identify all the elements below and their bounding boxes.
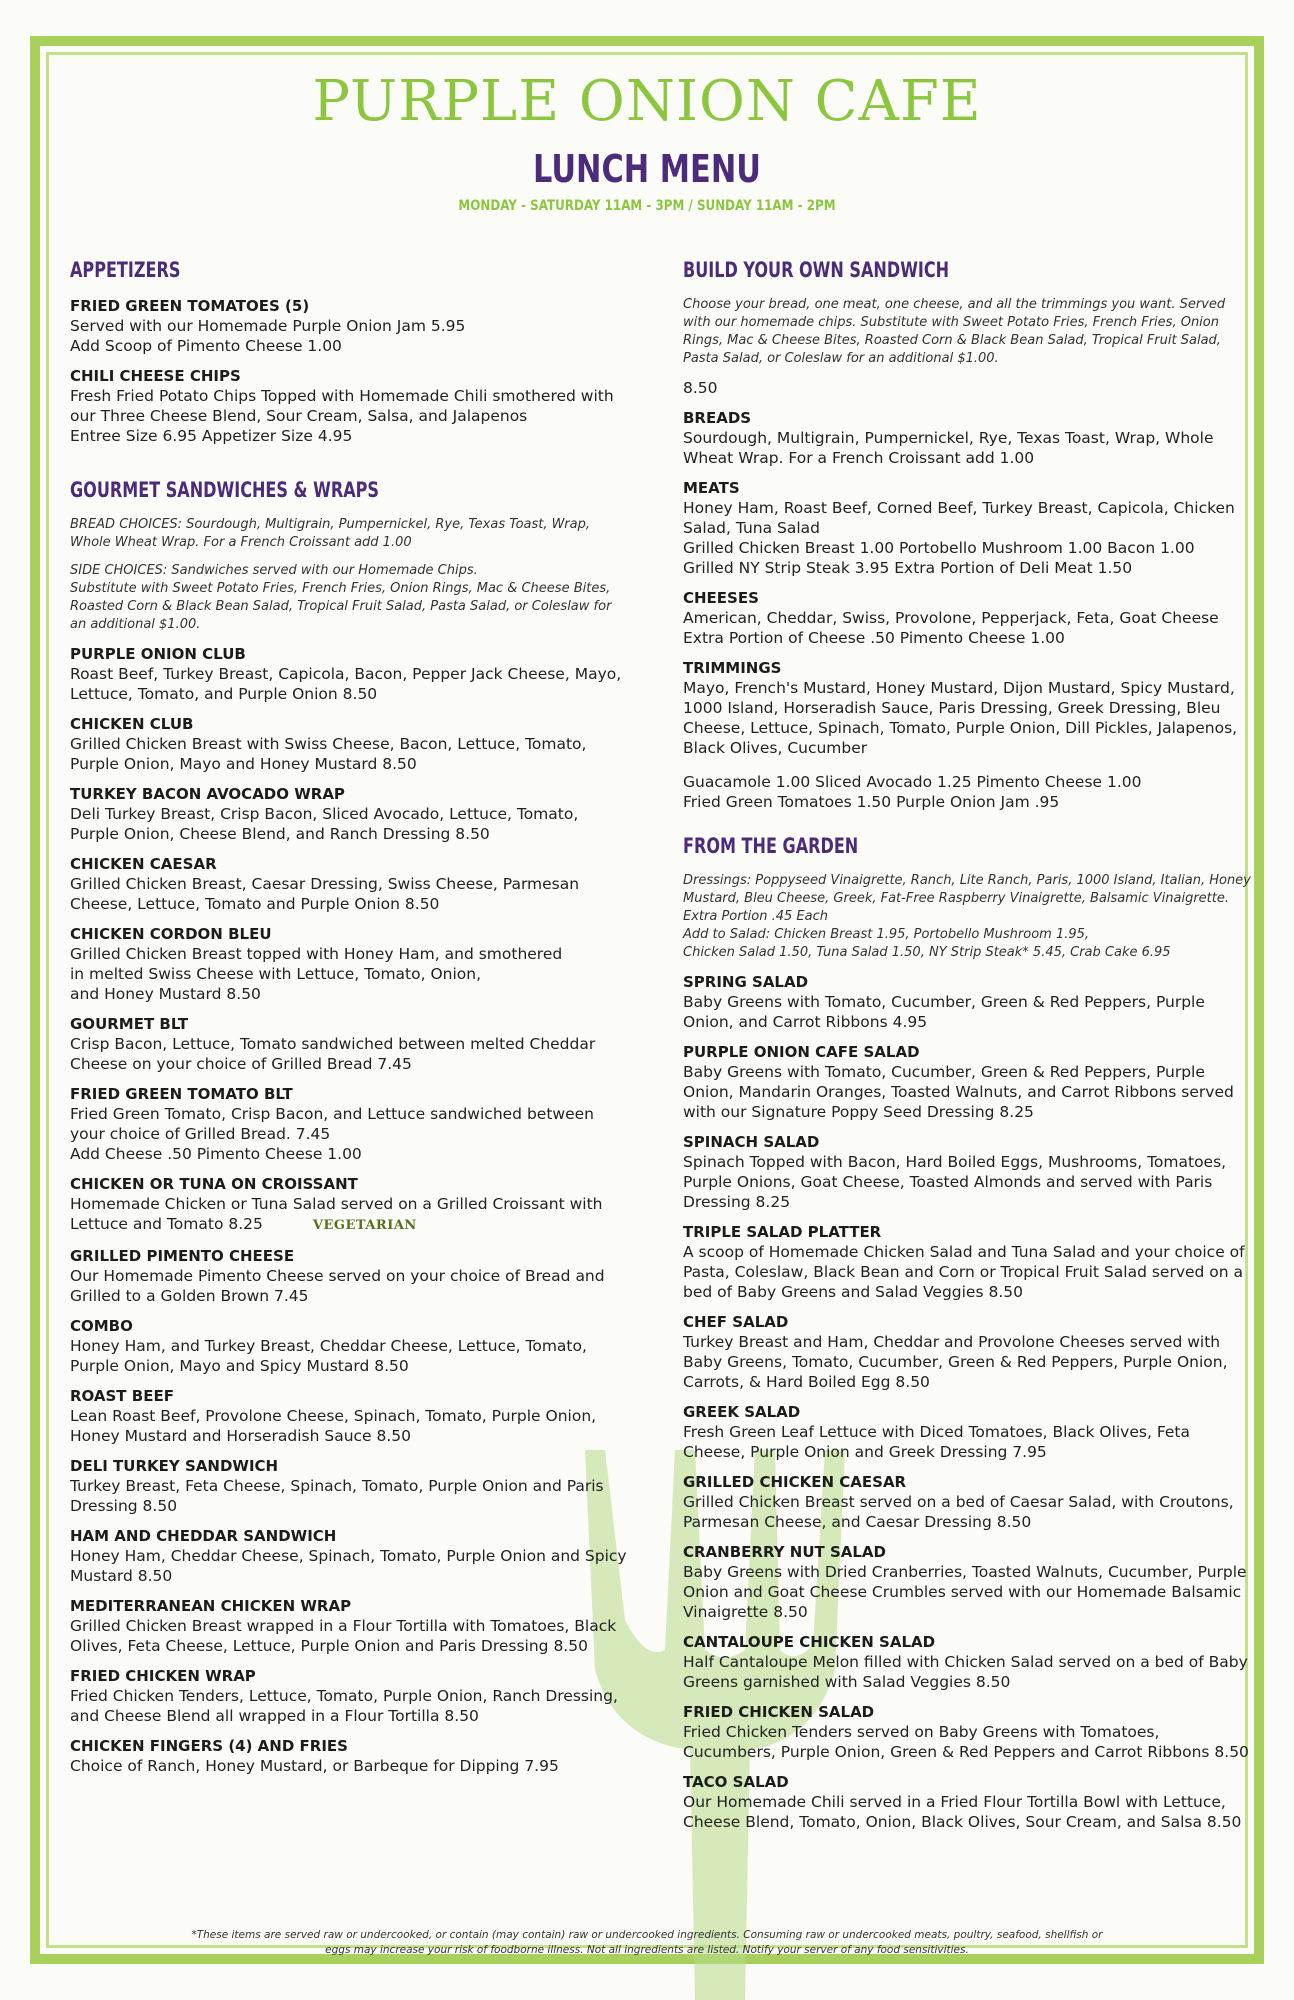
menu-item	[70, 366, 630, 446]
menu-item	[70, 1386, 630, 1446]
menu-item-description: American, Cheddar, Swiss, Provolone, Pepperjack, Feta, Goat Cheese Extra Portion of Cheese .50 Pimento Cheese 1.00	[683, 609, 1219, 647]
menu-item-name: CHICKEN CAESAR	[70, 855, 217, 873]
menu-item-name: CHICKEN CORDON BLEU	[70, 925, 272, 943]
menu-item-name: TRIPLE SALAD PLATTER	[683, 1223, 882, 1241]
garden-list	[683, 972, 1253, 1832]
menu-item-name: GRILLED CHICKEN CAESAR	[683, 1473, 907, 1491]
menu-item	[70, 1456, 630, 1516]
menu-item	[683, 1312, 1253, 1392]
menu-item	[70, 784, 630, 844]
menu-item	[70, 1174, 630, 1236]
right-column	[683, 258, 1253, 1842]
menu-item-description: Fresh Green Leaf Lettuce with Diced Tomatoes, Black Olives, Feta Cheese, Purple Onion and Greek Dressing 7.95	[683, 1423, 1191, 1461]
menu-item	[683, 408, 1253, 468]
menu-item	[70, 1084, 630, 1164]
menu-item-description: A scoop of Homemade Chicken Salad and Tuna Salad and your choice of Pasta, Coleslaw, Black Bean and Corn or Tropical Fruit Salad served on a bed of Baby Greens and Salad Veggies 8.50	[683, 1243, 1245, 1301]
menu-item-name: SPINACH SALAD	[683, 1133, 820, 1151]
menu-item-name: MEATS	[683, 479, 740, 497]
menu-item	[683, 1042, 1253, 1122]
menu-item	[70, 644, 630, 704]
menu-item-description: Honey Ham, and Turkey Breast, Cheddar Cheese, Lettuce, Tomato, Purple Onion, Mayo and Spicy Mustard 8.50	[70, 1337, 587, 1375]
menu-item-name: CHICKEN CLUB	[70, 715, 194, 733]
side-choices-note: SIDE CHOICES: Sandwiches served with our Homemade Chips. Substitute with Sweet Potato Fries, French Fries, Onion Rings, Mac & Cheese Bites, Roasted Corn & Black Bean Salad, Tropical Fruit Salad, Pasta Salad, or Coleslaw for an additional $1.00.	[70, 563, 612, 632]
byo-extras: Guacamole 1.00 Sliced Avocado 1.25 Pimento Cheese 1.00 Fried Green Tomatoes 1.50 Purple Onion Jam .95	[683, 773, 1142, 811]
menu-item	[683, 1472, 1253, 1532]
vegetarian-label: VEGETARIAN	[312, 1218, 417, 1233]
section-title-gourmet: GOURMET SANDWICHES & WRAPS	[70, 478, 379, 502]
menu-item	[70, 1596, 630, 1656]
menu-item	[70, 924, 630, 1004]
menu-item-name: FRIED GREEN TOMATO BLT	[70, 1085, 293, 1103]
menu-item	[70, 1666, 630, 1726]
bread-choices-note: BREAD CHOICES: Sourdough, Multigrain, Pumpernickel, Rye, Texas Toast, Wrap, Whole Wheat Wrap. For a French Croissant add 1.00	[70, 517, 590, 550]
food-safety-disclaimer: *These items are served raw or undercooked, or contain (may contain) raw or undercooked ingredients. Consuming raw or undercooked meats, poultry, seafood, shellfish or eggs may increase your risk of foodborne illness. Not all ingredients are listed. Notify your server of any food sensitivities.	[191, 1929, 1103, 1956]
menu-item-name: CHICKEN OR TUNA ON CROISSANT	[70, 1175, 358, 1193]
menu-item	[683, 658, 1253, 758]
menu-item-name: TRIMMINGS	[683, 659, 782, 677]
menu-item	[70, 1246, 630, 1306]
menu-item-name: PURPLE ONION CLUB	[70, 645, 246, 663]
menu-item-name: FRIED CHICKEN SALAD	[683, 1703, 875, 1721]
menu-item-name: ROAST BEEF	[70, 1387, 174, 1405]
menu-item-description: Grilled Chicken Breast wrapped in a Flour Tortilla with Tomatoes, Black Olives, Feta Cheese, Lettuce, Purple Onion and Paris Dressing 8.50	[70, 1617, 617, 1655]
menu-item	[683, 1542, 1253, 1622]
menu-item-description: Roast Beef, Turkey Breast, Capicola, Bacon, Pepper Jack Cheese, Mayo, Lettuce, Tomato, and Purple Onion 8.50	[70, 665, 622, 703]
menu-item-description: Homemade Chicken or Tuna Salad served on a Grilled Croissant with Lettuce and Tomato 8.25 VEGETARIAN	[70, 1195, 603, 1233]
menu-item	[683, 1632, 1253, 1692]
menu-item-description: Honey Ham, Roast Beef, Corned Beef, Turkey Breast, Capicola, Chicken Salad, Tuna Salad Grilled Chicken Breast 1.00 Portobello Mushroom 1.00 Bacon 1.00 Grilled NY Strip Steak 3.95 Extra Portion of Deli Meat 1.50	[683, 499, 1235, 577]
menu-item	[70, 1526, 630, 1586]
menu-item-name: BREADS	[683, 409, 752, 427]
menu-item-name: FRIED GREEN TOMATOES (5)	[70, 297, 310, 315]
menu-item-description: Fried Chicken Tenders served on Baby Greens with Tomatoes, Cucumbers, Purple Onion, Green & Red Peppers and Carrot Ribbons 8.50	[683, 1723, 1249, 1761]
menu-item-name: GREEK SALAD	[683, 1403, 801, 1421]
menu-item-description: Honey Ham, Cheddar Cheese, Spinach, Tomato, Purple Onion and Spicy Mustard 8.50	[70, 1547, 627, 1585]
cafe-name: PURPLE ONION CAFE	[312, 69, 982, 134]
byo-price: 8.50	[683, 379, 718, 397]
menu-item	[70, 296, 630, 356]
menu-item-name: CRANBERRY NUT SALAD	[683, 1543, 886, 1561]
menu-item-name: CHEF SALAD	[683, 1313, 789, 1331]
menu-item-name: TURKEY BACON AVOCADO WRAP	[70, 785, 345, 803]
menu-item	[683, 972, 1253, 1032]
menu-item-name: MEDITERRANEAN CHICKEN WRAP	[70, 1597, 352, 1615]
menu-item-name: CHEESES	[683, 589, 759, 607]
appetizers-list	[70, 296, 630, 446]
menu-item-description: Mayo, French's Mustard, Honey Mustard, Dijon Mustard, Spicy Mustard, 1000 Island, Horseradish Sauce, Paris Dressing, Greek Dressing, Bleu Cheese, Lettuce, Spinach, Tomato, Purple Onion, Dill Pickles, Jalapenos, Black Olives, Cucumber	[683, 679, 1238, 757]
menu-item-description: Sourdough, Multigrain, Pumpernickel, Rye, Texas Toast, Wrap, Whole Wheat Wrap. For a French Croissant add 1.00	[683, 429, 1214, 467]
menu-item-description: Deli Turkey Breast, Crisp Bacon, Sliced Avocado, Lettuce, Tomato, Purple Onion, Cheese Blend, and Ranch Dressing 8.50	[70, 805, 579, 843]
byo-intro: Choose your bread, one meat, one cheese, and all the trimmings you want. Served with our homemade chips. Substitute with Sweet Potato Fries, French Fries, Onion Rings, Mac & Cheese Bites, Roasted Corn & Black Bean Salad, Tropical Fruit Salad, Pasta Salad, or Coleslaw for an additional $1.00.	[683, 297, 1226, 366]
menu-item-description: Choice of Ranch, Honey Mustard, or Barbeque for Dipping 7.95	[70, 1757, 559, 1775]
menu-item	[683, 588, 1253, 648]
menu-item-description: Our Homemade Pimento Cheese served on your choice of Bread and Grilled to a Golden Brown 7.45	[70, 1267, 605, 1305]
menu-item	[683, 478, 1253, 578]
menu-item-description: Spinach Topped with Bacon, Hard Boiled Eggs, Mushrooms, Tomatoes, Purple Onions, Goat Cheese, Toasted Almonds and served with Paris Dressing 8.25	[683, 1153, 1227, 1211]
left-column	[70, 258, 630, 1786]
menu-item-description: Grilled Chicken Breast topped with Honey Ham, and smothered in melted Swiss Cheese with Lettuce, Tomato, Onion, and Honey Mustard 8.50	[70, 945, 563, 1003]
menu-item-name: CHICKEN FINGERS (4) AND FRIES	[70, 1737, 348, 1755]
menu-item	[70, 1736, 630, 1776]
menu-item-name: GOURMET BLT	[70, 1015, 189, 1033]
menu-item-name: CHILI CHEESE CHIPS	[70, 367, 241, 385]
menu-item-description: Fried Chicken Tenders, Lettuce, Tomato, Purple Onion, Ranch Dressing, and Cheese Blend all wrapped in a Flour Tortilla 8.50	[70, 1687, 618, 1725]
section-title-appetizers: APPETIZERS	[70, 258, 181, 282]
menu-item-description: Served with our Homemade Purple Onion Jam 5.95 Add Scoop of Pimento Cheese 1.00	[70, 317, 466, 355]
menu-item-description: Fried Green Tomato, Crisp Bacon, and Lettuce sandwiched between your choice of Grilled Bread. 7.45 Add Cheese .50 Pimento Cheese 1.00	[70, 1105, 594, 1163]
menu-item-description: Turkey Breast and Ham, Cheddar and Provolone Cheeses served with Baby Greens, Tomato, Cucumber, Green & Red Peppers, Purple Onion, Carrots, & Hard Boiled Egg 8.50	[683, 1333, 1228, 1391]
menu-item-name: FRIED CHICKEN WRAP	[70, 1667, 256, 1685]
menu-item-description: Grilled Chicken Breast with Swiss Cheese, Bacon, Lettuce, Tomato, Purple Onion, Mayo and Honey Mustard 8.50	[70, 735, 587, 773]
hours: MONDAY - SATURDAY 11AM - 3PM / SUNDAY 11AM - 2PM	[458, 198, 836, 214]
menu-item-name: DELI TURKEY SANDWICH	[70, 1457, 279, 1475]
menu-item-name: COMBO	[70, 1317, 133, 1335]
menu-item-name: PURPLE ONION CAFE SALAD	[683, 1043, 920, 1061]
menu-title: LUNCH MENU	[533, 147, 761, 191]
menu-item	[70, 1316, 630, 1376]
menu-item	[70, 714, 630, 774]
menu-item-description: Crisp Bacon, Lettuce, Tomato sandwiched between melted Cheddar Cheese on your choice of Grilled Bread 7.45	[70, 1035, 596, 1073]
gourmet-list	[70, 644, 630, 1776]
menu-item-description: Lean Roast Beef, Provolone Cheese, Spinach, Tomato, Purple Onion, Honey Mustard and Horseradish Sauce 8.50	[70, 1407, 597, 1445]
byo-groups	[683, 408, 1253, 758]
menu-item-name: TACO SALAD	[683, 1773, 789, 1791]
section-title-garden: FROM THE GARDEN	[683, 834, 859, 858]
menu-item-description: Fresh Fried Potato Chips Topped with Homemade Chili smothered with our Three Cheese Blend, Sour Cream, Salsa, and Jalapenos Entree Size 6.95 Appetizer Size 4.95	[70, 387, 614, 445]
menu-item	[683, 1702, 1253, 1762]
menu-item-name: HAM AND CHEDDAR SANDWICH	[70, 1527, 337, 1545]
menu-item-description: Baby Greens with Dried Cranberries, Toasted Walnuts, Cucumber, Purple Onion and Goat Cheese Crumbles served with our Homemade Balsamic Vinaigrette 8.50	[683, 1563, 1247, 1621]
menu-item	[683, 1402, 1253, 1462]
menu-item-description: Baby Greens with Tomato, Cucumber, Green & Red Peppers, Purple Onion, Mandarin Oranges, Toasted Walnuts, and Carrot Ribbons served with our Signature Poppy Seed Dressing 8.25	[683, 1063, 1234, 1121]
menu-item	[683, 1222, 1253, 1302]
menu-item-name: GRILLED PIMENTO CHEESE	[70, 1247, 295, 1265]
section-title-byo: BUILD YOUR OWN SANDWICH	[683, 258, 950, 282]
menu-item-description: Turkey Breast, Feta Cheese, Spinach, Tomato, Purple Onion and Paris Dressing 8.50	[70, 1477, 604, 1515]
menu-item-description: Half Cantaloupe Melon filled with Chicken Salad served on a bed of Baby Greens garnished with Salad Veggies 8.50	[683, 1653, 1248, 1691]
menu-item-description: Grilled Chicken Breast served on a bed of Caesar Salad, with Croutons, Parmesan Cheese, and Caesar Dressing 8.50	[683, 1493, 1234, 1531]
menu-item-description: Baby Greens with Tomato, Cucumber, Green & Red Peppers, Purple Onion, and Carrot Ribbons 4.95	[683, 993, 1205, 1031]
menu-item-description: Our Homemade Chili served in a Fried Flour Tortilla Bowl with Lettuce, Cheese Blend, Tomato, Onion, Black Olives, Sour Cream, and Salsa 8.50	[683, 1793, 1242, 1831]
menu-item	[683, 1132, 1253, 1212]
menu-item-name: CANTALOUPE CHICKEN SALAD	[683, 1633, 936, 1651]
menu-item-description: Grilled Chicken Breast, Caesar Dressing, Swiss Cheese, Parmesan Cheese, Lettuce, Tomato and Purple Onion 8.50	[70, 875, 580, 913]
menu-item	[70, 1014, 630, 1074]
menu-item	[70, 854, 630, 914]
menu-header	[0, 70, 1294, 214]
dressings-note: Dressings: Poppyseed Vinaigrette, Ranch, Lite Ranch, Paris, 1000 Island, Italian, Honey Mustard, Bleu Cheese, Greek, Fat-Free Raspberry Vinaigrette, Balsamic Vinaigrette. Extra Portion .45 Each Add to Salad: Chicken Breast 1.95, Portobello Mushroom 1.95, Chicken Salad 1.50, Tuna Salad 1.50, NY Strip Steak* 5.45, Crab Cake 6.95	[683, 873, 1251, 960]
menu-item-name: SPRING SALAD	[683, 973, 809, 991]
menu-item	[683, 1772, 1253, 1832]
